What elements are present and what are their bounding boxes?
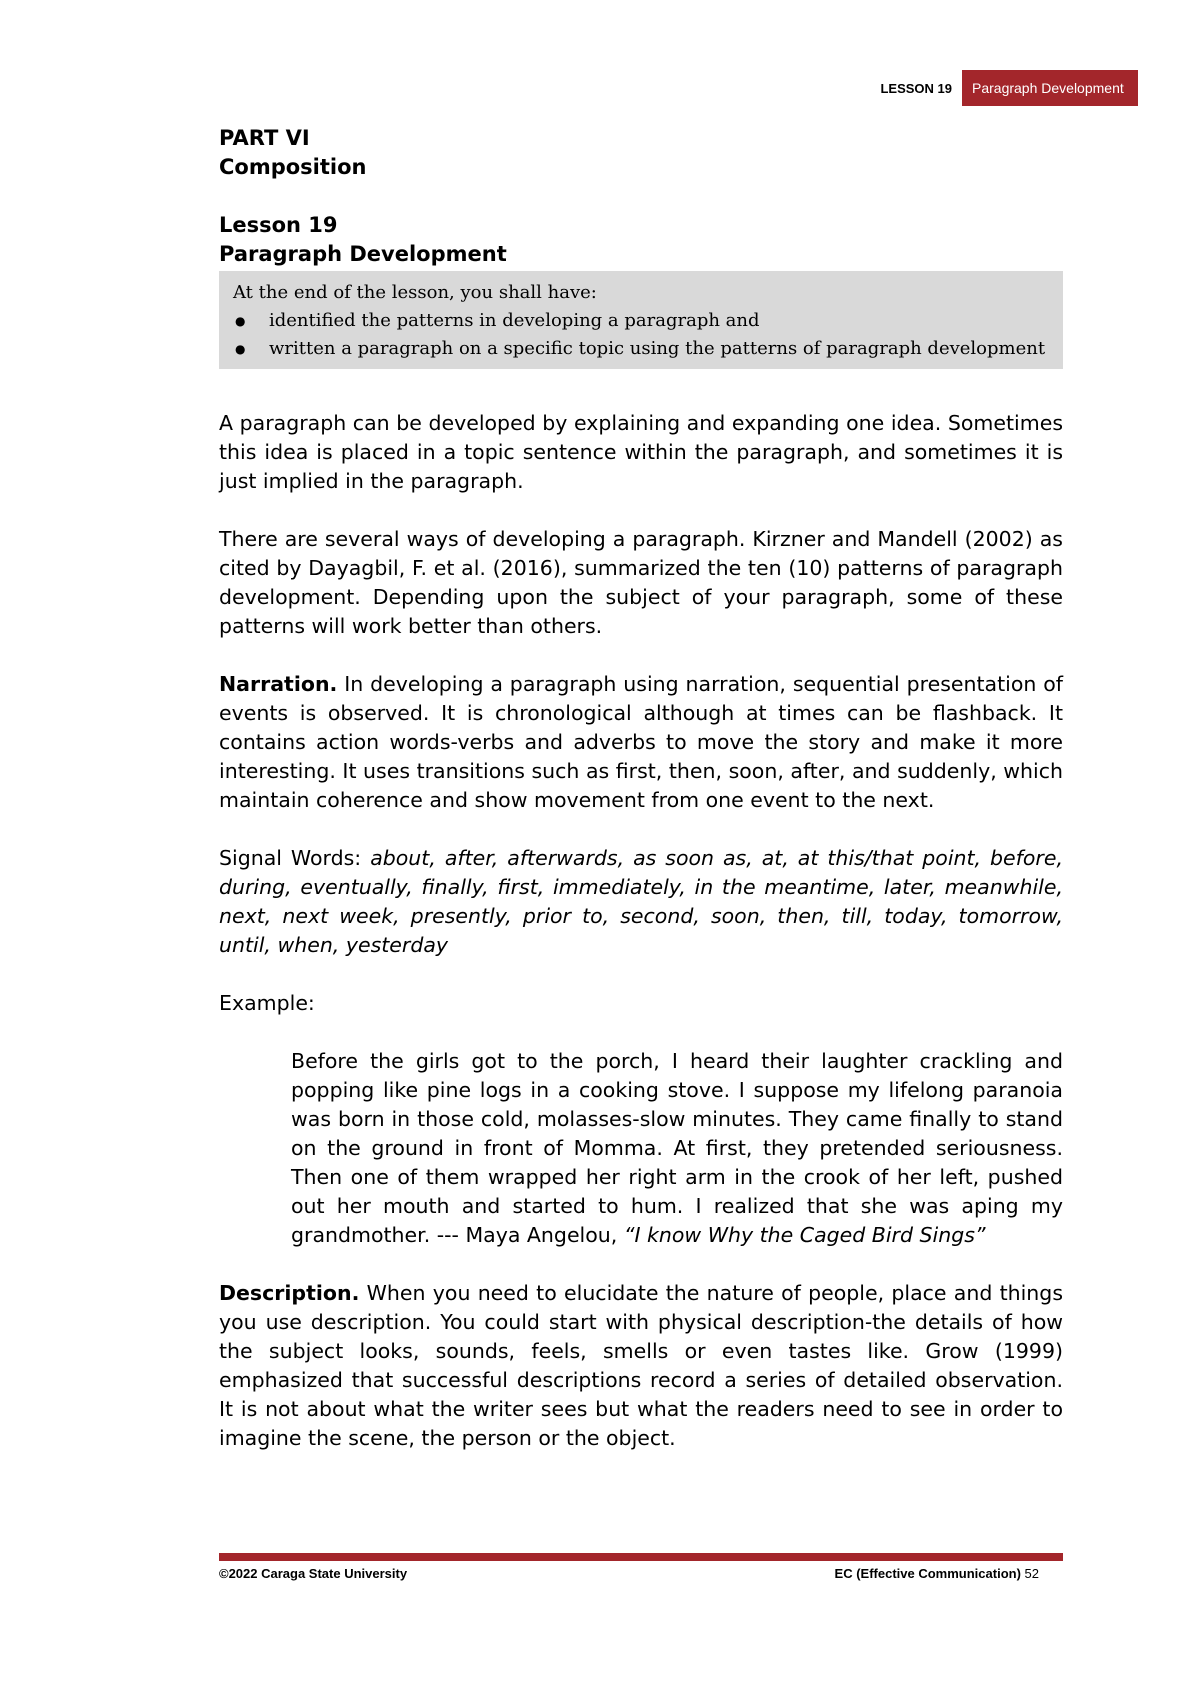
footer-right [835,1566,1039,1581]
signal-words-paragraph [219,844,1063,960]
objectives-box [219,271,1063,369]
narration-heading: Narration. [219,672,338,696]
part-title: Composition [219,155,367,179]
objectives-list [233,307,1049,363]
footer-course: EC (Effective Communication) [834,1566,1021,1581]
patterns-paragraph: There are several ways of developing a paragraph. Kirzner and Mandell (2002) as cited by Dayagbil, F. et al. (2016), summarized the ten (10) patterns of paragraph development. Depending upon the subject of your paragraph, some of these patterns will work better than others. [219,527,1063,638]
lesson-heading [219,211,1063,269]
objective-item: ● identified the patterns in developing a paragraph and [233,307,1049,335]
part-number: PART VI [219,126,310,150]
signal-words-label: Signal Words: [219,846,371,870]
header-topic-tag: Paragraph Development [962,70,1138,106]
narration-paragraph [219,670,1063,815]
page-footer [219,1566,1039,1581]
example-quote [291,1047,1063,1250]
signal-words-list: about, after, afterwards, as soon as, at, at this/that point, before, during, eventually, finally, first, immediately, in the meantime, later, meanwhile, next, next week, presently, prior to, second, soon, then, till, today, tomorrow, until, when, yesterday [219,846,1063,957]
description-text: When you need to elucidate the nature of people, place and things you use description. You could start with physical description-the details of how the subject looks, sounds, feels, smells or even tastes like. Grow (1999) emphasized that successful descriptions record a series of detailed observation. It is not about what the writer sees but what the readers need to see in order to imagine the scene, the person or the object. [219,1281,1063,1450]
description-heading: Description. [219,1281,360,1305]
footer-rule [219,1553,1063,1561]
description-paragraph [219,1279,1063,1453]
header-lesson-label: LESSON 19 [880,80,952,96]
lesson-title: Paragraph Development [219,242,507,266]
example-label: Example: [219,991,315,1015]
narration-text: In developing a paragraph using narration, sequential presentation of events is observed. It is chronological although at times can be flashback. It contains action words-verbs and adverbs to move the story and make it more interesting. It uses transitions such as first, then, soon, after, and suddenly, which maintain coherence and show movement from one event to the next. [219,672,1063,812]
example-source-title: “I know Why the Caged Bird Sings” [623,1223,986,1247]
lesson-number: Lesson 19 [219,213,338,237]
objective-item: ● written a paragraph on a specific topic using the patterns of paragraph development [233,335,1049,363]
objectives-intro: At the end of the lesson, you shall have: [233,282,597,303]
example-quote-text: Before the girls got to the porch, I heard their laughter crackling and popping like pine logs in a cooking stove. I suppose my lifelong paranoia was born in those cold, molasses-slow minutes. They came finally to stand on the ground in front of Momma. At first, they pretended seriousness. Then one of them wrapped her right arm in the crook of her left, pushed out her mouth and started to hum. I realized that she was aping my grandmother. --- Maya Angelou, [291,1049,1063,1247]
page-content [219,124,1063,1453]
intro-paragraph: A paragraph can be developed by explaining and expanding one idea. Sometimes this idea is placed in a topic sentence within the paragraph, and sometimes it is just implied in the paragraph. [219,411,1063,493]
part-heading [219,124,1063,182]
page-header [860,70,1138,106]
page-number: 52 [1024,1566,1039,1581]
footer-copyright: ©2022 Caraga State University [219,1566,408,1581]
